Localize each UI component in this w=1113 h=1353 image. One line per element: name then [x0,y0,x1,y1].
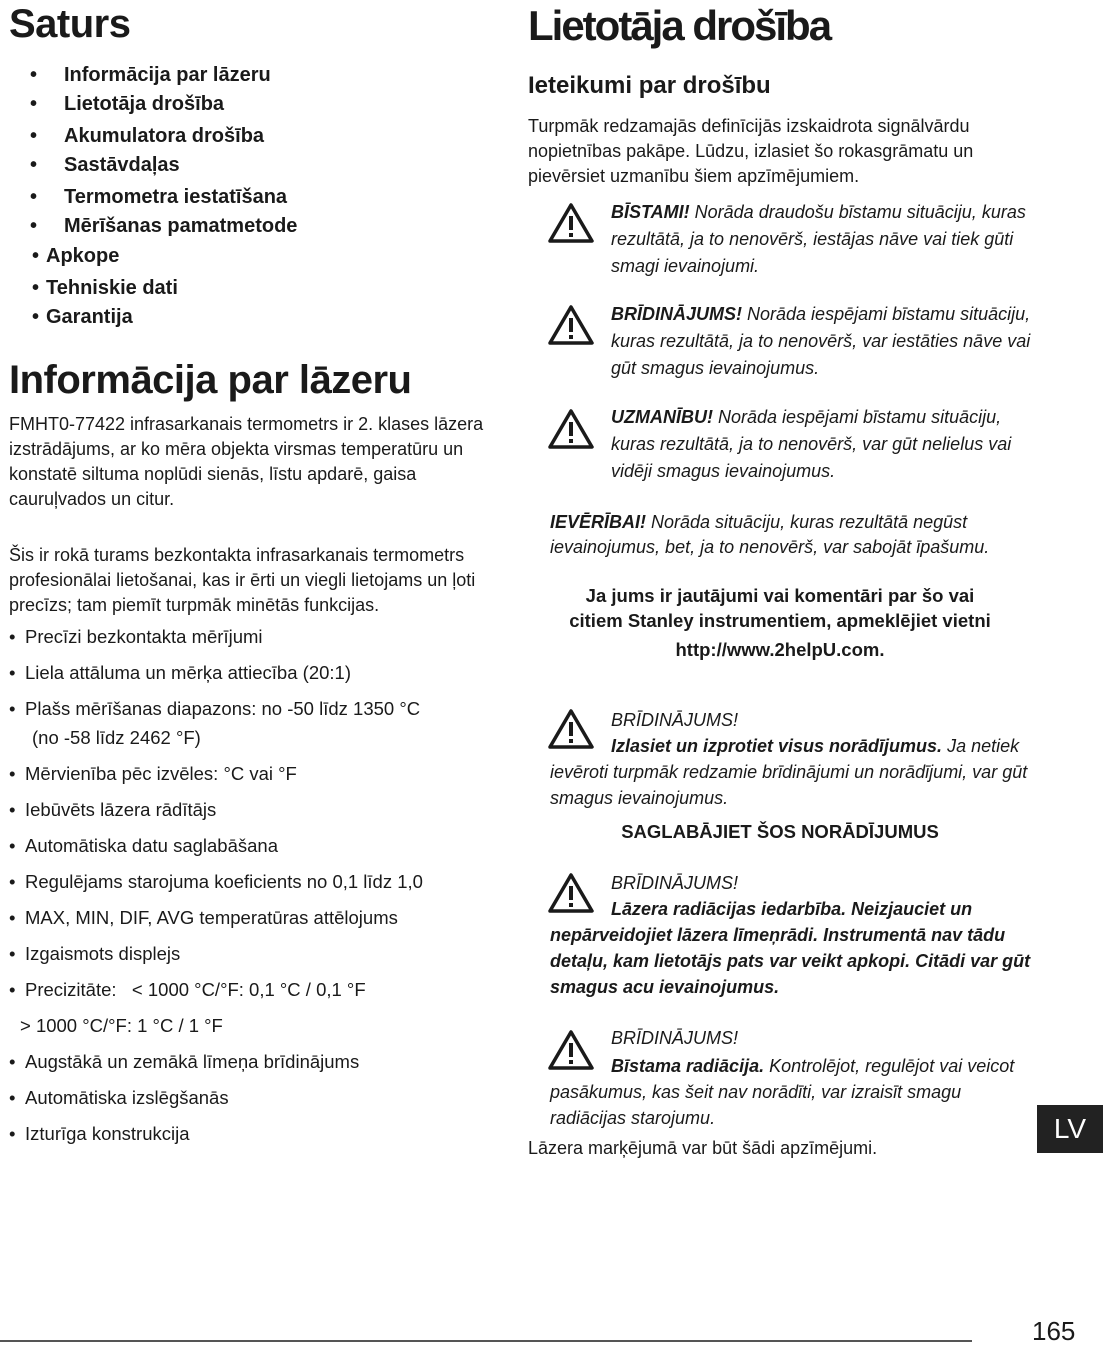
toc-item[interactable]: • Sastāvdaļas [30,154,180,176]
feature-item: • Precizitāte: < 1000 °C/°F: 0,1 °C / 0,1 °F [9,979,366,1000]
feature-item: • Mērvienība pēc izvēles: °C vai °F [9,763,297,784]
toc-item[interactable]: • Mērīšanas pamatmetode [30,215,298,237]
warning-triangle-icon [548,304,594,346]
feature-item: • Izgaismots displejs [9,943,181,964]
laser-label-note: Lāzera marķējumā var būt šādi apzīmējumi. [528,1138,878,1158]
feature-item: • Iebūvēts lāzera rādītājs [9,799,217,820]
laser-features-intro: Šis ir rokā turams bezkontakta infrasarkanais termometrs profesionālai lietošanai, kas ir ērti un viegli lietojams un ļoti precīzs; tam piemīt turpmāk minētās funkcijas. [9,545,476,615]
warning-definition: BRĪDINĀJUMS! Norāda iespējami bīstamu situāciju, kuras rezultātā, ja to nenovērš, var iestāties nāve vai gūt smagus ievainojumus. [611,304,1031,378]
feature-item: • Automātiska izslēgšanās [9,1087,229,1108]
danger-label: BĪSTAMI! [611,202,690,222]
caution-label: UZMANĪBU! [611,407,713,427]
toc-item[interactable]: • Termometra iestatīšana [30,186,288,208]
danger-definition: BĪSTAMI! Norāda draudošu bīstamu situāciju, kuras rezultātā, ja to nenovērš, iestājas nāve vai tiek gūti smagi ievainojumi. [611,202,1026,276]
toc-item[interactable]: • Apkope [32,245,120,267]
laser-intro-paragraph: FMHT0-77422 infrasarkanais termometrs ir 2. klases lāzera izstrādājums, ar ko mēra objekta virsmas temperatūru un konstatē siltuma noplūdi sienās, līstu apdarē, gaisa cauruļvados un citur. [9,414,484,509]
contact-url[interactable]: http://www.2helpU.com. [675,639,885,660]
feature-item-continued: > 1000 °C/°F: 1 °C / 1 °F [20,1015,223,1036]
feature-item: • Precīzi bezkontakta mērījumi [9,626,263,647]
laser-section-title: Informācija par lāzeru [9,358,412,402]
contact-line-1: Ja jums ir jautājumi vai komentāri par šo vai [585,585,975,606]
feature-item: • Regulējams starojuma koeficients no 0,1 līdz 1,0 [9,871,423,892]
save-instructions: SAGLABĀJIET ŠOS NORĀDĪJUMUS [621,821,939,842]
feature-item: • Liela attāluma un mērķa attiecība (20:1) [9,662,351,683]
safety-subtitle: Ieteikumi par drošību [528,72,771,99]
notice-definition: IEVĒRĪBAI! Norāda situāciju, kuras rezultātā negūst ievainojumus, bet, ja to nenovērš, var sabojāt īpašumu. [550,512,990,557]
warning-1-label: BRĪDINĀJUMS! [611,710,739,730]
safety-section-title: Lietotāja drošība [528,2,831,49]
language-tab: LV [1037,1105,1103,1153]
feature-item: • Izturīga konstrukcija [9,1123,190,1144]
feature-item: • Augstākā un zemākā līmeņa brīdinājums [9,1051,360,1072]
warning-3-text: Bīstama radiācija. Kontrolējot, regulējot vai veicot pasākumus, kas šeit nav norādīti, var izraisīt smagu radiācijas starojumu. [550,1056,1015,1128]
notice-label: IEVĒRĪBAI! [550,512,647,532]
feature-item: • MAX, MIN, DIF, AVG temperatūras attēlojums [9,907,398,928]
feature-item: • Plašs mērīšanas diapazons: no -50 līdz 1350 °C [9,698,421,719]
toc-item[interactable]: • Garantija [32,306,133,328]
feature-item-continued: (no -58 līdz 2462 °F) [32,727,201,748]
toc-item[interactable]: • Tehniskie dati [32,277,178,299]
contact-line-2: citiem Stanley instrumentiem, apmeklējiet vietni [569,610,991,631]
warning-2-label: BRĪDINĀJUMS! [611,873,739,893]
warning-triangle-icon [548,202,594,244]
warning-label: BRĪDINĀJUMS! [611,304,743,324]
warning-2-text: Lāzera radiācijas iedarbība. Neizjauciet un nepārveidojiet lāzera līmeņrādi. Instrumentā nav tādu detaļu, kam lietotājs pats var veikt apkopi. Citādi var gūt smagus acu ievainojumus. [550,899,1031,997]
safety-intro: Turpmāk redzamajās definīcijās izskaidrota signālvārdu nopietnības pakāpe. Lūdzu, izlasiet šo rokasgrāmatu un pievērsiet uzmanību šiem apzīmējumiem. [528,116,974,186]
warning-3-label: BRĪDINĀJUMS! [611,1028,739,1048]
toc-title: Saturs [9,2,131,46]
warning-1-text: Izlasiet un izprotiet visus norādījumus. Ja netiek ievēroti turpmāk redzamie brīdinājumi un norādījumi, var gūt smagus ievainojumus. [550,736,1028,808]
toc-item[interactable]: • Akumulatora drošība [30,125,265,147]
page-number: 165 [1032,1316,1076,1346]
toc-item[interactable]: • Lietotāja drošība [30,93,225,115]
footer-divider [0,1340,972,1342]
feature-item: • Automātiska datu saglabāšana [9,835,279,856]
toc-item[interactable]: • Informācija par lāzeru [30,64,271,86]
warning-triangle-icon [548,408,594,450]
caution-definition: UZMANĪBU! Norāda iespējami bīstamu situāciju, kuras rezultātā, ja to nenovērš, var gūt nelielus vai vidēji smagus ievainojumus. [611,407,1012,481]
